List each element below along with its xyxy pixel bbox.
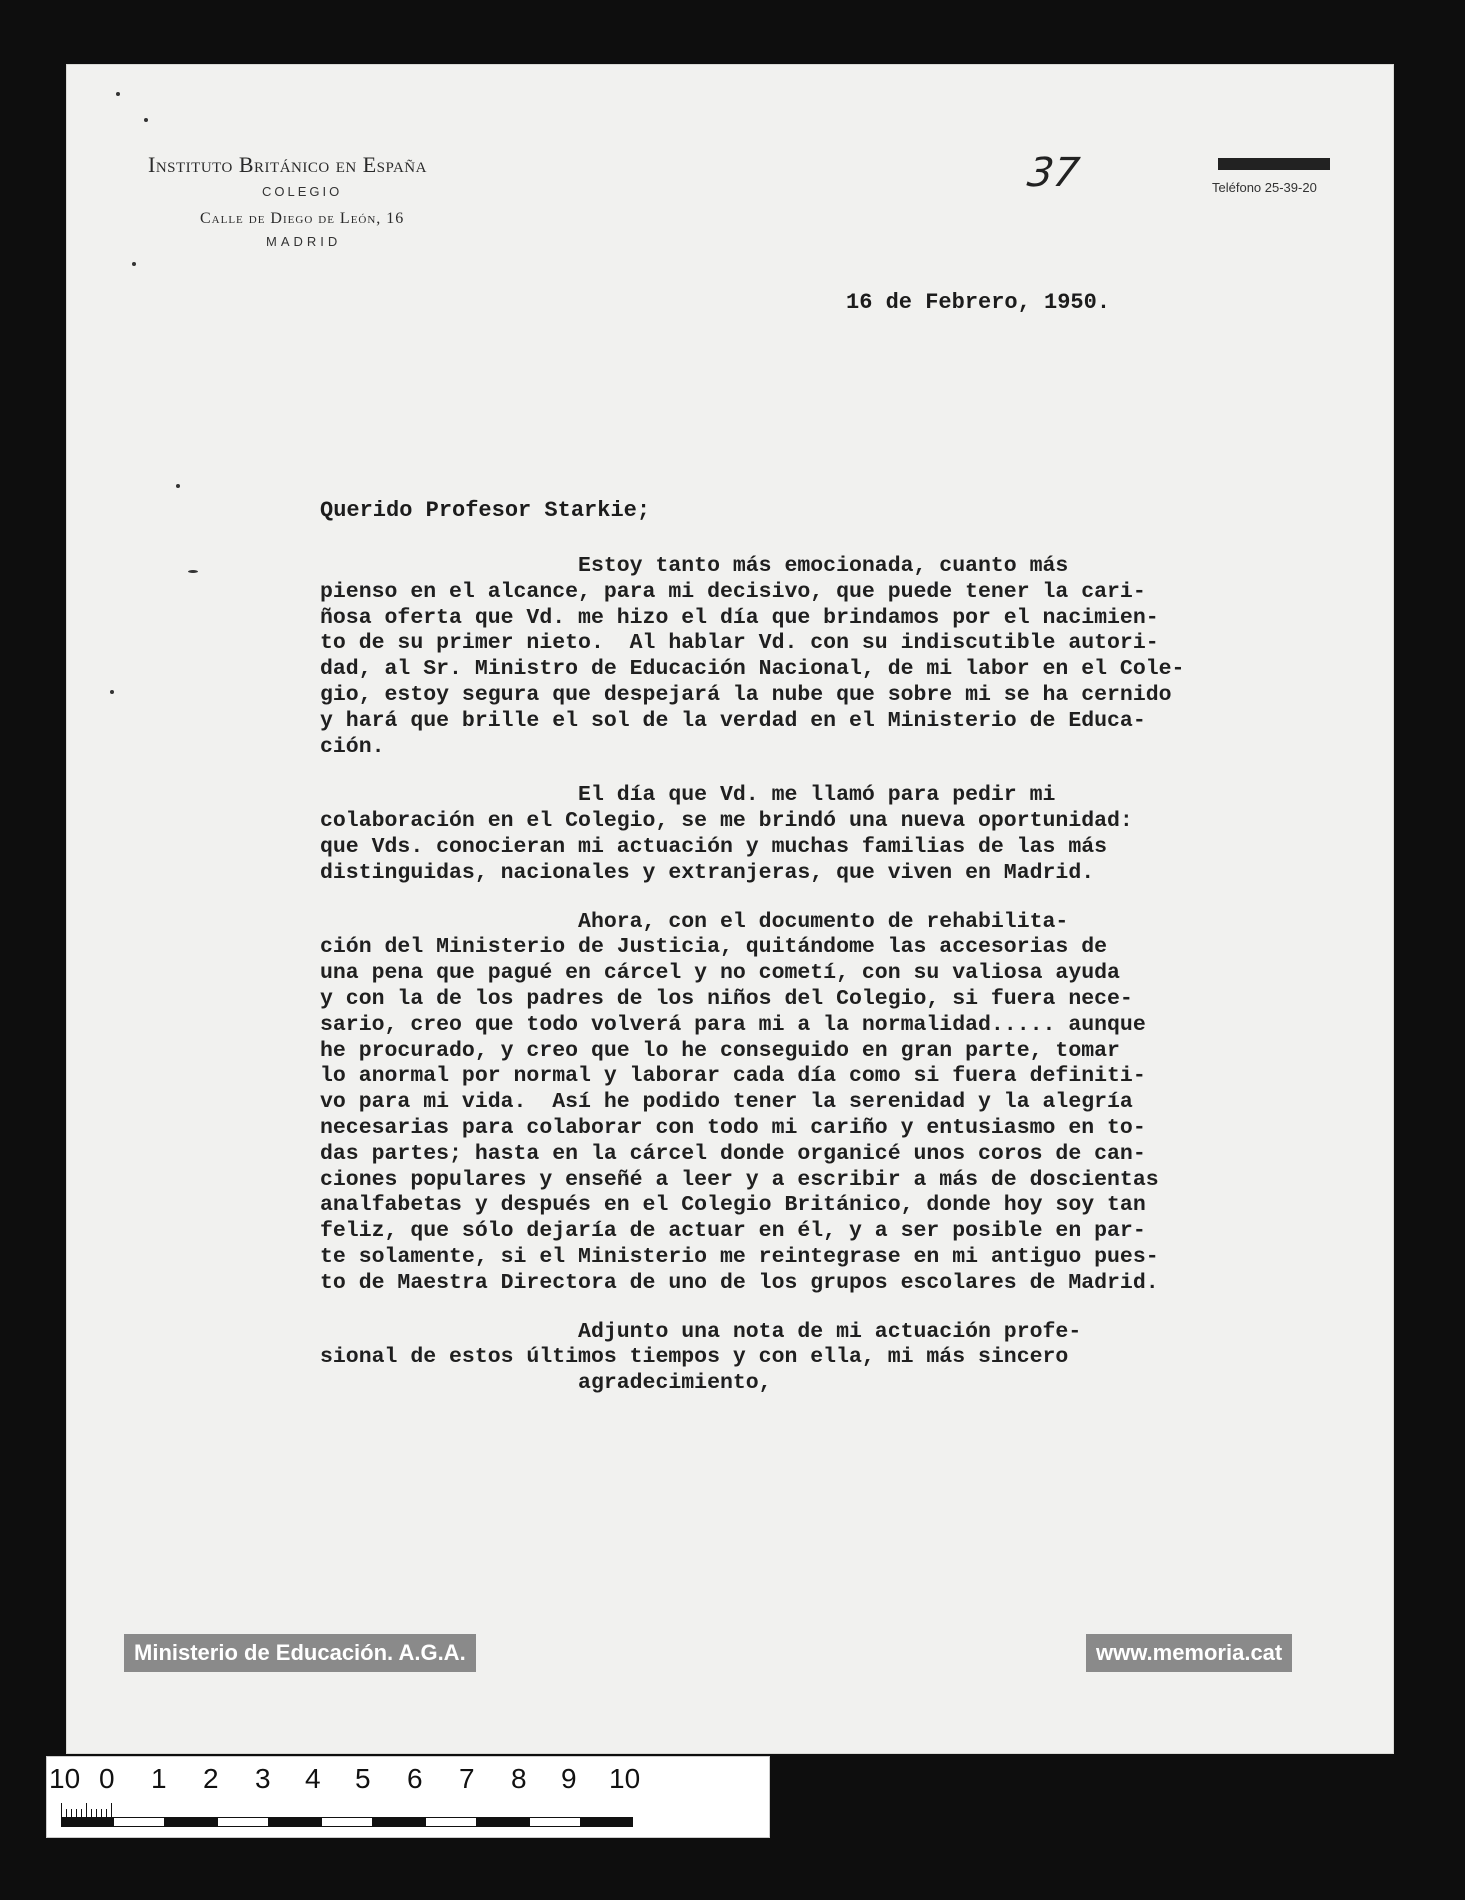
body-line: sario, creo que todo volverá para mi a la normalidad..... aunque xyxy=(320,1012,1146,1037)
ruler-tick xyxy=(86,1803,87,1817)
body-line: ñosa oferta que Vd. me hizo el día que brindamos por el nacimien- xyxy=(320,605,1159,630)
paper-speck xyxy=(132,262,136,266)
body-line: agradecimiento, xyxy=(320,1371,772,1396)
ruler-segment xyxy=(269,1817,321,1827)
paragraph xyxy=(320,554,1360,760)
salutation: Querido Profesor Starkie; xyxy=(320,498,651,523)
ruler-segment xyxy=(113,1817,165,1827)
body-line: y con la de los padres de los niños del Colegio, si fuera nece- xyxy=(320,986,1133,1011)
paragraph xyxy=(320,1320,1360,1397)
ruler-segment xyxy=(529,1817,581,1827)
redaction-bar xyxy=(1218,158,1330,170)
body-line: Adjunto una nota de mi actuación profe- xyxy=(320,1319,1082,1344)
ruler-tick xyxy=(81,1809,82,1817)
ruler-tick xyxy=(66,1809,67,1817)
body-line: gio, estoy segura que despejará la nube que sobre mi se ha cernido xyxy=(320,682,1172,707)
body-line: ción del Ministerio de Justicia, quitándome las accesorias de xyxy=(320,935,1108,960)
ruler-bar xyxy=(61,1817,751,1827)
ruler-segment xyxy=(321,1817,373,1827)
body-line: y hará que brille el sol de la verdad en el Ministerio de Educa- xyxy=(320,708,1146,733)
ruler-label: 4 xyxy=(305,1763,321,1794)
ruler-label: 0 xyxy=(99,1763,115,1794)
body-line: to de su primer nieto. Al hablar Vd. con su indiscutible autori- xyxy=(320,631,1159,656)
body-line: colaboración en el Colegio, se me brindó una nueva oportunidad: xyxy=(320,809,1133,834)
ruler-label: 2 xyxy=(203,1763,219,1794)
letterhead-subtitle: COLEGIO xyxy=(262,184,343,199)
ruler-label: 10 xyxy=(609,1763,641,1794)
ruler-label: 7 xyxy=(459,1763,475,1794)
body-line: Ahora, con el documento de rehabilita- xyxy=(320,909,1069,934)
body-line: lo anormal por normal y laborar cada día como si fuera definiti- xyxy=(320,1064,1146,1089)
archive-watermark: Ministerio de Educación. A.G.A. xyxy=(124,1634,476,1672)
ruler-label: 8 xyxy=(511,1763,527,1794)
paragraph xyxy=(320,783,1360,886)
paragraph xyxy=(320,910,1360,1297)
body-line: to de Maestra Directora de uno de los grupos escolares de Madrid. xyxy=(320,1270,1159,1295)
letterhead-city: MADRID xyxy=(266,234,342,249)
body-line: Estoy tanto más emocionada, cuanto más xyxy=(320,554,1069,578)
body-line: El día que Vd. me llamó para pedir mi xyxy=(320,783,1056,808)
ruler-tick xyxy=(106,1809,107,1817)
body-line: ción. xyxy=(320,734,385,759)
ruler-label: 5 xyxy=(355,1763,371,1794)
folio-number: 37 xyxy=(1024,150,1083,196)
ruler-label: 3 xyxy=(255,1763,271,1794)
ruler-tick xyxy=(91,1809,92,1817)
body-line: distinguidas, nacionales y extranjeras, que viven en Madrid. xyxy=(320,860,1095,885)
ruler-label: 6 xyxy=(407,1763,423,1794)
body-line: feliz, que sólo dejaría de actuar en él, y a ser posible en par- xyxy=(320,1219,1146,1244)
body-line: una pena que pagué en cárcel y no cometí, con su valiosa ayuda xyxy=(320,961,1120,986)
body-line: pienso en el alcance, para mi decisivo, que puede tener la cari- xyxy=(320,579,1146,604)
letterhead-name: Instituto Británico en España xyxy=(148,152,427,177)
ruler-tick xyxy=(71,1809,72,1817)
paper-speck xyxy=(116,92,120,96)
ruler-segment xyxy=(581,1817,633,1827)
ruler-segment xyxy=(217,1817,269,1827)
ruler-segment xyxy=(61,1817,113,1827)
body-line: he procurado, y creo que lo he conseguido en gran parte, tomar xyxy=(320,1038,1120,1063)
body-line: necesarias para colaborar con todo mi cariño y entusiasmo en to- xyxy=(320,1115,1146,1140)
letterhead-address: Calle de Diego de León, 16 xyxy=(200,210,405,227)
paper-speck xyxy=(176,484,180,488)
paper-speck xyxy=(188,570,198,573)
ruler-label: 10 xyxy=(49,1763,81,1794)
ruler-segment xyxy=(373,1817,425,1827)
body-line: analfabetas y después en el Colegio Británico, donde hoy soy tan xyxy=(320,1193,1146,1218)
body-line: vo para mi vida. Así he podido tener la serenidad y la alegría xyxy=(320,1090,1133,1115)
ruler-tick xyxy=(101,1809,102,1817)
paper-speck xyxy=(110,690,114,694)
ruler-segment xyxy=(425,1817,477,1827)
website-watermark: www.memoria.cat xyxy=(1086,1634,1292,1672)
body-line: que Vds. conocieran mi actuación y muchas familias de las más xyxy=(320,834,1108,859)
paper-speck xyxy=(144,118,148,122)
ruler-label: 1 xyxy=(151,1763,167,1794)
ruler-tick xyxy=(96,1809,97,1817)
scale-ruler xyxy=(46,1756,770,1838)
body-line: sional de estos últimos tiempos y con ella, mi más sincero xyxy=(320,1345,1069,1370)
ruler-tick xyxy=(61,1803,62,1817)
ruler-segment xyxy=(165,1817,217,1827)
body-line: ciones populares y enseñé a leer y a escribir a más de doscientas xyxy=(320,1167,1159,1192)
body-line: dad, al Sr. Ministro de Educación Nacional, de mi labor en el Cole- xyxy=(320,657,1185,682)
ruler-segment xyxy=(477,1817,529,1827)
body-line: te solamente, si el Ministerio me reintegrase en mi antiguo pues- xyxy=(320,1244,1159,1269)
ruler-tick xyxy=(76,1809,77,1817)
ruler-label: 9 xyxy=(561,1763,577,1794)
letterhead-phone: Teléfono 25-39-20 xyxy=(1212,180,1317,195)
letter-date: 16 de Febrero, 1950. xyxy=(846,290,1111,315)
ruler-tick xyxy=(111,1803,112,1817)
body-line: das partes; hasta en la cárcel donde organicé unos coros de can- xyxy=(320,1141,1146,1166)
letter-body xyxy=(320,554,1360,1420)
